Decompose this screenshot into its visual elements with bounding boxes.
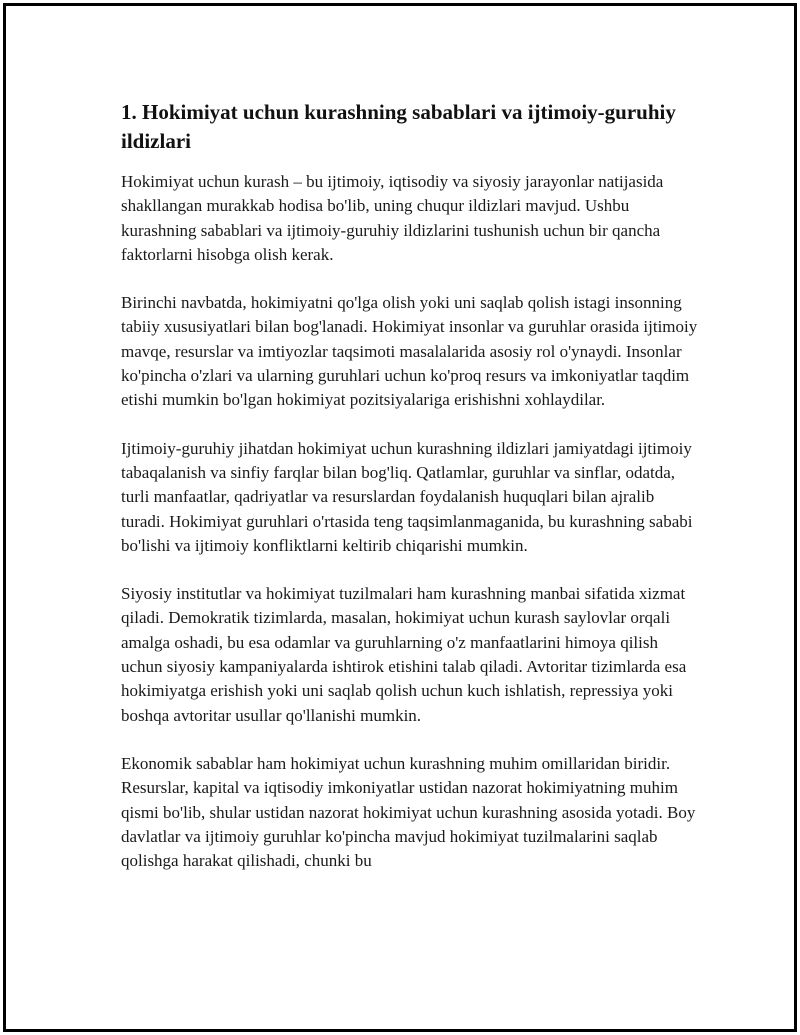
- paragraph-3: Ijtimoiy-guruhiy jihatdan hokimiyat uchun kurashning ildizlari jamiyatdagi ijtimoiy tabaqalanish va sinfiy farqlar bilan bog'liq. Qatlamlar, guruhlar va sinflar, odatda, turli manfaatlar, qadriyatlar va resurslardan foydalanish huquqlari bilan ajralib turadi. Hokimiyat guruhlari o'rtasida teng taqsimlanmaganida, bu kurashning sababi bo'lishi va ijtimoiy konfliktlarni keltirib chiqarishi mumkin.: [121, 438, 693, 555]
- paragraph-1: Hokimiyat uchun kurash – bu ijtimoiy, iqtisodiy va siyosiy jarayonlar natijasida shakllangan murakkab hodisa bo'lib, uning chuqur ildizlari mavjud. Ushbu kurashning sabablari va ijtimoiy-guruhiy ildizlarini tushunish uchun bir qancha faktorlarni hisobga olish kerak.: [121, 172, 664, 264]
- page-frame: [3, 3, 797, 1032]
- section-heading: 1. Hokimiyat uchun kurashning sabablari va ijtimoiy-guruhiy ildizlari: [121, 100, 676, 153]
- paragraph-5: Ekonomik sabablar ham hokimiyat uchun kurashning muhim omillaridan biridir. Resurslar, kapital va iqtisodiy imkoniyatlar ustidan nazorat hokimiyatning muhim qismi bo'lib, shular ustidan nazorat hokimiyat uchun kurashning asosida yotadi. Boy davlatlar va ijtimoiy guruhlar ko'pincha mavjud hokimiyat tuzilmalarini saqlab qolishga harakat qilishadi, chunki bu: [121, 753, 696, 871]
- paragraph-2: Birinchi navbatda, hokimiyatni qo'lga olish yoki uni saqlab qolish istagi insonning tabiiy xususiyatlari bilan bog'lanadi. Hokimiyat insonlar va guruhlar orasida ijtimoiy mavqe, resurslar va imtiyozlar taqsimoti masalalarida asosiy rol o'ynaydi. Insonlar ko'pincha o'zlari va ularning guruhlari uchun ko'proq resurs va imkoniyatlar taqdim etishi mumkin bo'lgan hokimiyat pozitsiyalariga erishishni xohlaydilar.: [121, 293, 698, 410]
- document-body: [121, 98, 701, 897]
- paragraph-4: Siyosiy institutlar va hokimiyat tuzilmalari ham kurashning manbai sifatida xizmat qiladi. Demokratik tizimlarda, masalan, hokimiyat uchun kurash saylovlar orqali amalga oshadi, bu esa odamlar va guruhlarning o'z manfaatlarini himoya qilish uchun siyosiy kampaniyalarda ishtirok etishini talab qiladi. Avtoritar tizimlarda esa hokimiyatga erishish yoki uni saqlab qolish uchun kuch ishlatish, repressiya yoki boshqa avtoritar usullar qo'llanishi mumkin.: [121, 584, 687, 725]
